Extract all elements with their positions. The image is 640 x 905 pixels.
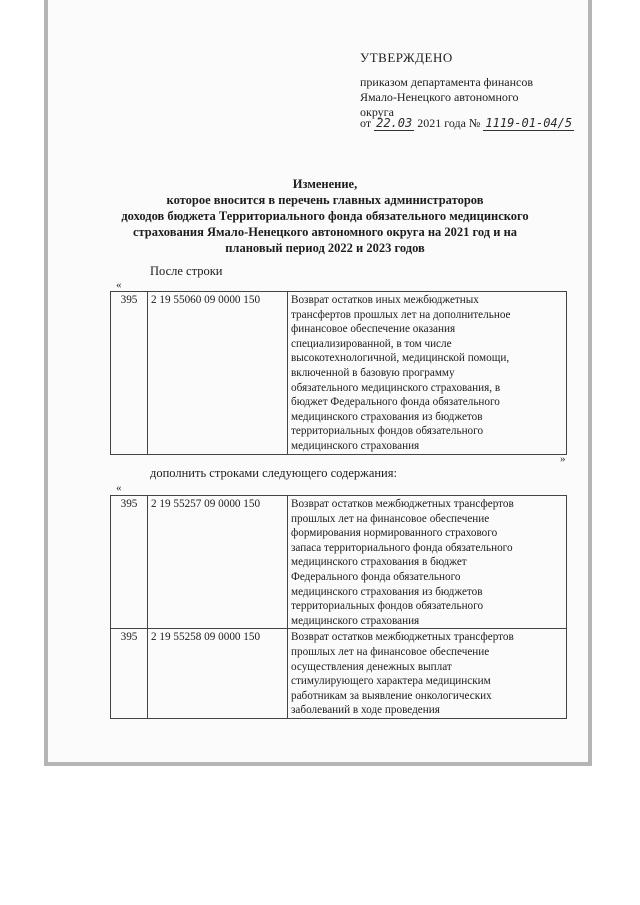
row-kbk: 2 19 55257 09 0000 150 bbox=[148, 496, 288, 629]
year-text: 2021 года № bbox=[417, 116, 481, 130]
description-line: медицинского страхования в бюджет bbox=[291, 556, 467, 569]
title-line-4: страхования Ямало-Ненецкого автономного округа на 2021 год и на bbox=[132, 225, 518, 239]
description-line: работникам за выявление онкологических bbox=[291, 689, 492, 702]
row-description bbox=[288, 292, 567, 455]
order-line-2: Ямало-Ненецкого автономного bbox=[360, 90, 519, 104]
table-row bbox=[111, 496, 567, 629]
title-line-2: которое вносится в перечень главных администраторов bbox=[166, 193, 484, 207]
description-line: высокотехнологичной, медицинской помощи, bbox=[291, 352, 510, 365]
description-line: специализированной, в том числе bbox=[291, 337, 452, 350]
order-line-1: приказом департамента финансов bbox=[360, 75, 534, 89]
description-line: медицинского страхования bbox=[291, 614, 420, 627]
quote-close-1: » bbox=[560, 453, 566, 465]
row-kbk: 2 19 55258 09 0000 150 bbox=[148, 629, 288, 719]
description-line: прошлых лет на финансовое обеспечение bbox=[291, 512, 490, 525]
table-row bbox=[111, 629, 567, 719]
description-line: включенной в базовую программу bbox=[291, 366, 455, 379]
row-code: 395 bbox=[111, 292, 148, 455]
description-line: трансфертов прошлых лет на дополнительное bbox=[291, 308, 511, 321]
row-code: 395 bbox=[111, 496, 148, 629]
description-line: бюджет Федерального фонда обязательного bbox=[291, 396, 500, 409]
quote-open-2: « bbox=[116, 482, 122, 494]
date-prefix: от bbox=[360, 116, 372, 130]
row-description bbox=[288, 496, 567, 629]
quote-open-1: « bbox=[116, 279, 122, 291]
description-line: Возврат остатков иных межбюджетных bbox=[291, 294, 479, 306]
title-line-5: плановый период 2022 и 2023 годов bbox=[225, 241, 425, 255]
description-line: стимулирующего характера медицинским bbox=[291, 675, 491, 688]
row-description bbox=[288, 629, 567, 719]
after-row-table bbox=[110, 291, 567, 455]
row-kbk: 2 19 55060 09 0000 150 bbox=[148, 292, 288, 455]
description-line: запаса территориального фонда обязательного bbox=[291, 541, 513, 554]
description-line: медицинского страхования из бюджетов bbox=[291, 410, 483, 423]
description-line: осуществления денежных выплат bbox=[291, 660, 452, 673]
description-line: заболеваний в ходе проведения bbox=[291, 704, 440, 717]
description-line: Федерального фонда обязательного bbox=[291, 570, 461, 583]
after-line-label: После строки bbox=[150, 264, 223, 278]
handwritten-order-number: 1119-01-04/5 bbox=[485, 116, 573, 130]
description-line: медицинского страхования из бюджетов bbox=[291, 585, 483, 598]
title-line-3: доходов бюджета Территориального фонда обязательного медицинского bbox=[121, 209, 529, 223]
order-date-line bbox=[360, 116, 574, 131]
new-rows-table bbox=[110, 495, 567, 719]
description-line: прошлых лет на финансовое обеспечение bbox=[291, 645, 490, 658]
description-line: Возврат остатков межбюджетных трансфертов bbox=[291, 631, 514, 644]
row-code: 395 bbox=[111, 629, 148, 719]
description-line: формирования нормированного страхового bbox=[291, 527, 498, 540]
description-line: медицинского страхования bbox=[291, 439, 420, 452]
supplement-label: дополнить строками следующего содержания: bbox=[150, 466, 397, 480]
description-line: территориальных фондов обязательного bbox=[291, 425, 484, 438]
table-row bbox=[111, 292, 567, 455]
approval-stamp-title: УТВЕРЖДЕНО bbox=[360, 50, 453, 65]
description-line: Возврат остатков межбюджетных трансфертов bbox=[291, 498, 514, 510]
title-line-1: Изменение, bbox=[292, 177, 358, 191]
description-line: финансовое обеспечение оказания bbox=[291, 323, 456, 336]
handwritten-date: 22.03 bbox=[376, 116, 413, 130]
description-line: обязательного медицинского страхования, в bbox=[291, 381, 501, 394]
order-line-3: округа bbox=[360, 105, 394, 119]
description-line: территориальных фондов обязательного bbox=[291, 600, 484, 613]
